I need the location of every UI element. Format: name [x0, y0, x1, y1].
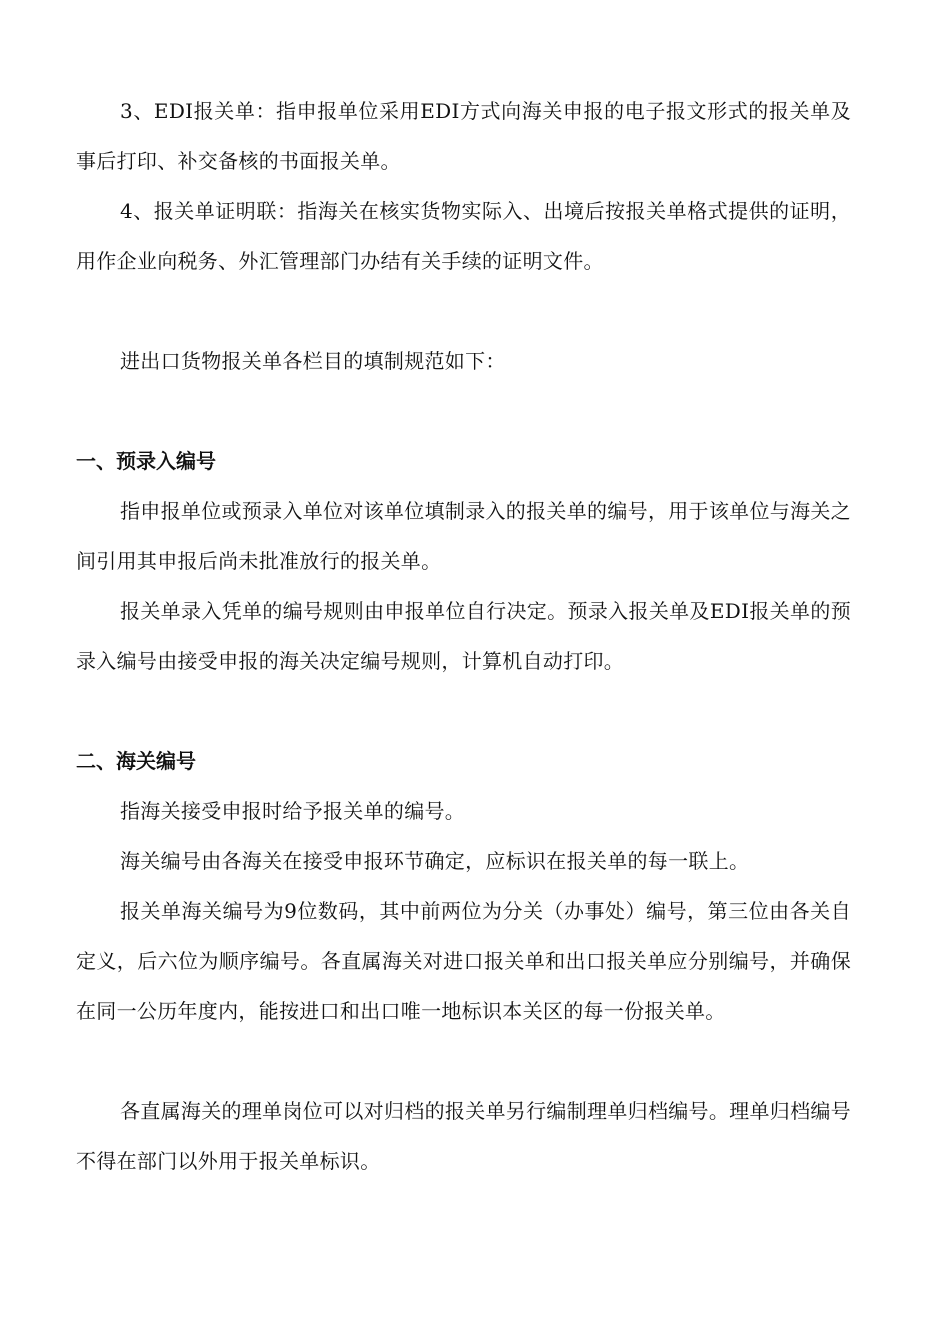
section-heading-customs-number: 二、海关编号	[76, 749, 196, 773]
paragraph-preentry-definition: 指申报单位或预录入单位对该单位填制录入的报关单的编号，用于该单位与海关之间引用其申报后尚未批准放行的报关单。	[76, 499, 851, 573]
paragraph-proof-copy: 4、报关单证明联：指海关在核实货物实际入、出境后按报关单格式提供的证明，用作企业向税务、外汇管理部门办结有关手续的证明文件。	[76, 199, 851, 273]
section-heading-preentry-number: 一、预录入编号	[76, 449, 216, 473]
paragraph-archive-number: 各直属海关的理单岗位可以对归档的报关单另行编制理单归档编号。理单归档编号不得在部门以外用于报关单标识。	[76, 1099, 851, 1173]
paragraph-preentry-rules: 报关单录入凭单的编号规则由申报单位自行决定。预录入报关单及EDI报关单的预录入编号由接受申报的海关决定编号规则，计算机自动打印。	[76, 599, 851, 673]
paragraph-edi-declaration: 3、EDI报关单：指申报单位采用EDI方式向海关申报的电子报文形式的报关单及事后打印、补交备核的书面报关单。	[76, 99, 851, 173]
paragraph-customs-definition: 指海关接受申报时给予报关单的编号。	[120, 799, 466, 823]
paragraph-customs-format: 报关单海关编号为9位数码，其中前两位为分关（办事处）编号，第三位由各关自定义，后六位为顺序编号。各直属海关对进口报关单和出口报关单应分别编号，并确保在同一公历年度内，能按进口和出口唯一地标识本关区的每一份报关单。	[76, 899, 851, 1023]
paragraph-intro: 进出口货物报关单各栏目的填制规范如下：	[120, 349, 506, 373]
paragraph-customs-assignment: 海关编号由各海关在接受申报环节确定，应标识在报关单的每一联上。	[120, 849, 750, 873]
